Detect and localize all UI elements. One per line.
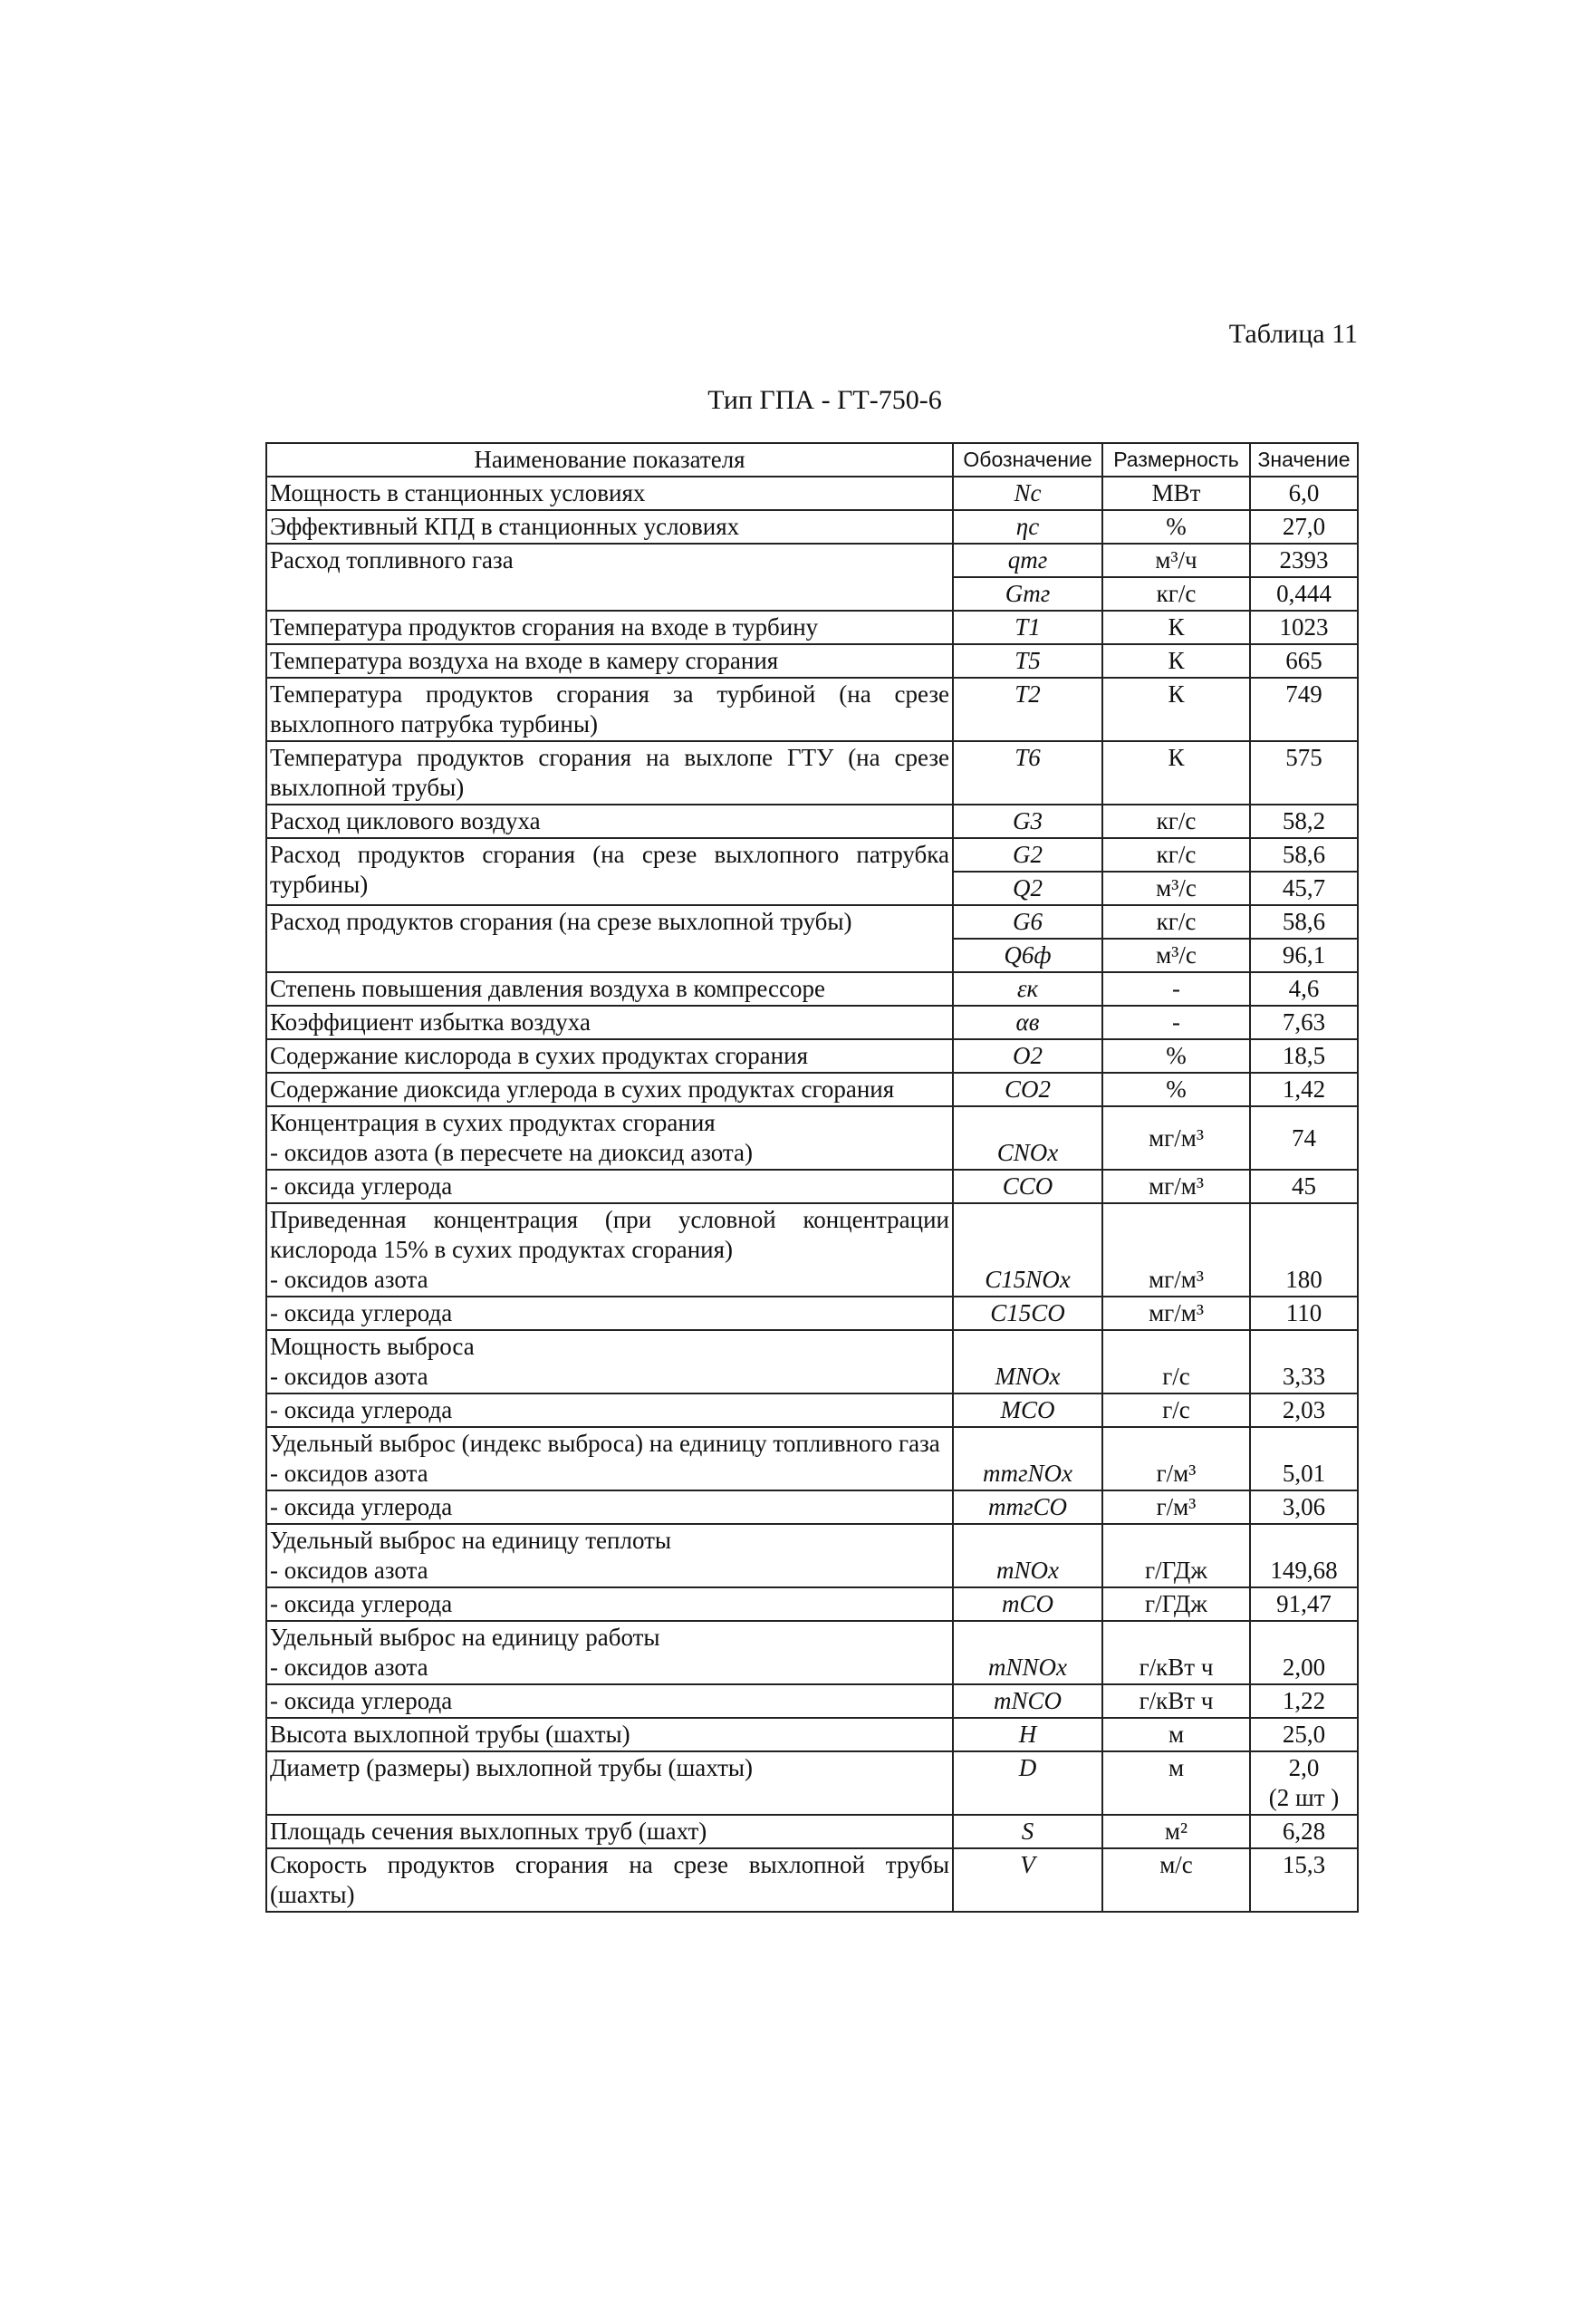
row-value: 2393 <box>1250 544 1358 577</box>
table-row <box>266 1490 1358 1524</box>
row-value: 7,63 <box>1250 1006 1358 1039</box>
row-unit: МВт <box>1102 477 1250 510</box>
row-symbol: qтг <box>953 544 1102 577</box>
row-symbol: G6 <box>953 905 1102 939</box>
header-unit: Размерность <box>1102 443 1250 477</box>
table-row <box>266 544 1358 577</box>
row-name: Температура воздуха на входе в камеру сгорания <box>266 644 953 678</box>
row-unit: % <box>1102 1039 1250 1073</box>
row-value: 1,22 <box>1250 1684 1358 1718</box>
table-row <box>266 1621 1358 1684</box>
row-name: Расход топливного газа <box>266 544 953 611</box>
row-value: 58,6 <box>1250 838 1358 872</box>
row-symbol: ηс <box>953 510 1102 544</box>
row-symbol: mNOx <box>953 1524 1102 1587</box>
row-unit: г/с <box>1102 1330 1250 1393</box>
table-row <box>266 678 1358 741</box>
table-row <box>266 1203 1358 1297</box>
row-symbol: mтгCO <box>953 1490 1102 1524</box>
table-row <box>266 477 1358 510</box>
row-subitem: - оксидов азота <box>270 1460 428 1487</box>
row-unit: м <box>1102 1751 1250 1815</box>
title-text: Тип ГПА - ГТ-750-6 <box>707 385 942 415</box>
row-symbol: G2 <box>953 838 1102 872</box>
row-symbol: T2 <box>953 678 1102 741</box>
row-value: 96,1 <box>1250 939 1358 972</box>
row-value: 58,2 <box>1250 805 1358 838</box>
row-unit: г/кВт ч <box>1102 1621 1250 1684</box>
row-unit: м³/с <box>1102 939 1250 972</box>
row-value: 2,03 <box>1250 1393 1358 1427</box>
row-name: - оксида углерода <box>266 1490 953 1524</box>
row-name: Диаметр (размеры) выхлопной трубы (шахты) <box>266 1751 953 1815</box>
row-value: 15,3 <box>1250 1848 1358 1912</box>
table-header-row <box>266 443 1358 477</box>
row-symbol: εк <box>953 972 1102 1006</box>
row-name: Расход продуктов сгорания (на срезе выхлопного патрубка турбины) <box>266 838 953 905</box>
row-value: 3,06 <box>1250 1490 1358 1524</box>
row-unit: мг/м³ <box>1102 1203 1250 1297</box>
row-value: 110 <box>1250 1297 1358 1330</box>
row-name: - оксида углерода <box>266 1170 953 1203</box>
page-title <box>0 385 1577 416</box>
table-row <box>266 644 1358 678</box>
header-value: Значение <box>1250 443 1358 477</box>
row-symbol: MCO <box>953 1393 1102 1427</box>
row-unit: К <box>1102 678 1250 741</box>
header-symbol: Обозначение <box>953 443 1102 477</box>
row-name: Температура продуктов сгорания на выхлопе ГТУ (на срезе выхлопной трубы) <box>266 741 953 805</box>
table-row <box>266 1751 1358 1815</box>
row-unit: % <box>1102 1073 1250 1106</box>
row-unit: г/ГДж <box>1102 1524 1250 1587</box>
row-name <box>266 1330 953 1393</box>
row-symbol: CO2 <box>953 1073 1102 1106</box>
row-value: 45,7 <box>1250 872 1358 905</box>
parameters-table <box>265 442 1359 1913</box>
row-value: 1023 <box>1250 611 1358 644</box>
row-unit: кг/с <box>1102 805 1250 838</box>
row-value: 665 <box>1250 644 1358 678</box>
group-heading: Концентрация в сухих продуктах сгорания <box>270 1109 716 1136</box>
row-unit: кг/с <box>1102 905 1250 939</box>
row-unit: мг/м³ <box>1102 1170 1250 1203</box>
group-heading: Приведенная концентрация (при условной концентрации кислорода 15% в сухих продуктах сгорания) <box>270 1206 949 1263</box>
row-value: 1,42 <box>1250 1073 1358 1106</box>
table-row <box>266 972 1358 1006</box>
row-symbol: mNNOx <box>953 1621 1102 1684</box>
table-row <box>266 1170 1358 1203</box>
row-symbol: CNOx <box>953 1106 1102 1170</box>
row-unit: мг/м³ <box>1102 1106 1250 1170</box>
row-name: Эффективный КПД в станционных условиях <box>266 510 953 544</box>
table-row <box>266 905 1358 939</box>
row-symbol: mCO <box>953 1587 1102 1621</box>
row-subitem: - оксидов азота <box>270 1654 428 1681</box>
group-heading: Мощность выброса <box>270 1333 475 1360</box>
table-row <box>266 1393 1358 1427</box>
row-name: Расход циклового воздуха <box>266 805 953 838</box>
header-name: Наименование показателя <box>266 443 953 477</box>
row-unit: кг/с <box>1102 577 1250 611</box>
row-value: 180 <box>1250 1203 1358 1297</box>
value-line: 2,0 <box>1288 1754 1320 1781</box>
row-value: 3,33 <box>1250 1330 1358 1393</box>
row-symbol: Nс <box>953 477 1102 510</box>
row-name: Содержание кислорода в сухих продуктах сгорания <box>266 1039 953 1073</box>
row-symbol: H <box>953 1718 1102 1751</box>
row-unit: м/с <box>1102 1848 1250 1912</box>
row-value: 749 <box>1250 678 1358 741</box>
table-row <box>266 1106 1358 1170</box>
row-symbol: C15NOx <box>953 1203 1102 1297</box>
row-symbol: V <box>953 1848 1102 1912</box>
table-row <box>266 805 1358 838</box>
row-unit: - <box>1102 972 1250 1006</box>
row-name: Температура продуктов сгорания на входе в турбину <box>266 611 953 644</box>
row-name: Содержание диоксида углерода в сухих продуктах сгорания <box>266 1073 953 1106</box>
table-row <box>266 1330 1358 1393</box>
table-row <box>266 1684 1358 1718</box>
row-unit: м³/ч <box>1102 544 1250 577</box>
row-symbol: S <box>953 1815 1102 1848</box>
row-symbol: O2 <box>953 1039 1102 1073</box>
row-subitem: - оксидов азота <box>270 1266 428 1293</box>
row-name <box>266 1621 953 1684</box>
row-symbol: CCO <box>953 1170 1102 1203</box>
row-name: Мощность в станционных условиях <box>266 477 953 510</box>
row-unit: К <box>1102 611 1250 644</box>
row-unit: г/м³ <box>1102 1427 1250 1490</box>
row-value <box>1250 1751 1358 1815</box>
row-unit: К <box>1102 741 1250 805</box>
row-subitem: - оксидов азота (в пересчете на диоксид азота) <box>270 1139 753 1166</box>
row-unit: г/ГДж <box>1102 1587 1250 1621</box>
row-symbol: MNOx <box>953 1330 1102 1393</box>
table-caption: Таблица 11 <box>1228 319 1358 349</box>
row-value: 45 <box>1250 1170 1358 1203</box>
table-row <box>266 838 1358 872</box>
row-value: 0,444 <box>1250 577 1358 611</box>
row-value: 74 <box>1250 1106 1358 1170</box>
row-unit: - <box>1102 1006 1250 1039</box>
row-name: - оксида углерода <box>266 1587 953 1621</box>
row-value: 575 <box>1250 741 1358 805</box>
table-row <box>266 1039 1358 1073</box>
table-row <box>266 1848 1358 1912</box>
row-unit: м³/с <box>1102 872 1250 905</box>
row-value: 6,0 <box>1250 477 1358 510</box>
row-value: 18,5 <box>1250 1039 1358 1073</box>
row-subitem: - оксидов азота <box>270 1363 428 1390</box>
row-value: 6,28 <box>1250 1815 1358 1848</box>
row-name <box>266 1203 953 1297</box>
row-symbol: T6 <box>953 741 1102 805</box>
table-row <box>266 611 1358 644</box>
row-symbol: C15CO <box>953 1297 1102 1330</box>
row-symbol: mNCO <box>953 1684 1102 1718</box>
row-value: 91,47 <box>1250 1587 1358 1621</box>
table-row <box>266 1587 1358 1621</box>
row-symbol: Q6ф <box>953 939 1102 972</box>
row-name <box>266 1524 953 1587</box>
table-row <box>266 1297 1358 1330</box>
row-name: Температура продуктов сгорания за турбиной (на срезе выхлопного патрубка турбины) <box>266 678 953 741</box>
row-unit: г/с <box>1102 1393 1250 1427</box>
row-unit: мг/м³ <box>1102 1297 1250 1330</box>
row-subitem: - оксидов азота <box>270 1557 428 1584</box>
row-name: Расход продуктов сгорания (на срезе выхлопной трубы) <box>266 905 953 972</box>
group-heading: Удельный выброс (индекс выброса) на единицу топливного газа <box>270 1430 940 1457</box>
table-row <box>266 1718 1358 1751</box>
row-value: 149,68 <box>1250 1524 1358 1587</box>
row-unit: м <box>1102 1718 1250 1751</box>
row-name <box>266 1106 953 1170</box>
value-line: (2 шт ) <box>1268 1784 1340 1811</box>
table-row <box>266 510 1358 544</box>
row-unit: К <box>1102 644 1250 678</box>
table-row <box>266 1006 1358 1039</box>
row-name <box>266 1427 953 1490</box>
row-value: 58,6 <box>1250 905 1358 939</box>
row-unit: г/кВт ч <box>1102 1684 1250 1718</box>
row-value: 2,00 <box>1250 1621 1358 1684</box>
row-symbol: T1 <box>953 611 1102 644</box>
row-value: 5,01 <box>1250 1427 1358 1490</box>
row-name: Скорость продуктов сгорания на срезе выхлопной трубы (шахты) <box>266 1848 953 1912</box>
table-row <box>266 1073 1358 1106</box>
row-symbol: G3 <box>953 805 1102 838</box>
table-row <box>266 1427 1358 1490</box>
row-unit: м² <box>1102 1815 1250 1848</box>
row-name: Площадь сечения выхлопных труб (шахт) <box>266 1815 953 1848</box>
row-name: Высота выхлопной трубы (шахты) <box>266 1718 953 1751</box>
row-name: - оксида углерода <box>266 1297 953 1330</box>
row-name: - оксида углерода <box>266 1393 953 1427</box>
table-row <box>266 741 1358 805</box>
row-value: 27,0 <box>1250 510 1358 544</box>
row-unit: г/м³ <box>1102 1490 1250 1524</box>
row-unit: кг/с <box>1102 838 1250 872</box>
table-row <box>266 1524 1358 1587</box>
row-symbol: αв <box>953 1006 1102 1039</box>
row-value: 25,0 <box>1250 1718 1358 1751</box>
row-symbol: D <box>953 1751 1102 1815</box>
row-name: Коэффициент избытка воздуха <box>266 1006 953 1039</box>
row-name: - оксида углерода <box>266 1684 953 1718</box>
group-heading: Удельный выброс на единицу работы <box>270 1624 660 1651</box>
row-symbol: mтгNOx <box>953 1427 1102 1490</box>
row-value: 4,6 <box>1250 972 1358 1006</box>
row-name: Степень повышения давления воздуха в компрессоре <box>266 972 953 1006</box>
row-symbol: Gтг <box>953 577 1102 611</box>
group-heading: Удельный выброс на единицу теплоты <box>270 1527 672 1554</box>
row-symbol: Q2 <box>953 872 1102 905</box>
row-unit: % <box>1102 510 1250 544</box>
table-row <box>266 1815 1358 1848</box>
row-symbol: T5 <box>953 644 1102 678</box>
